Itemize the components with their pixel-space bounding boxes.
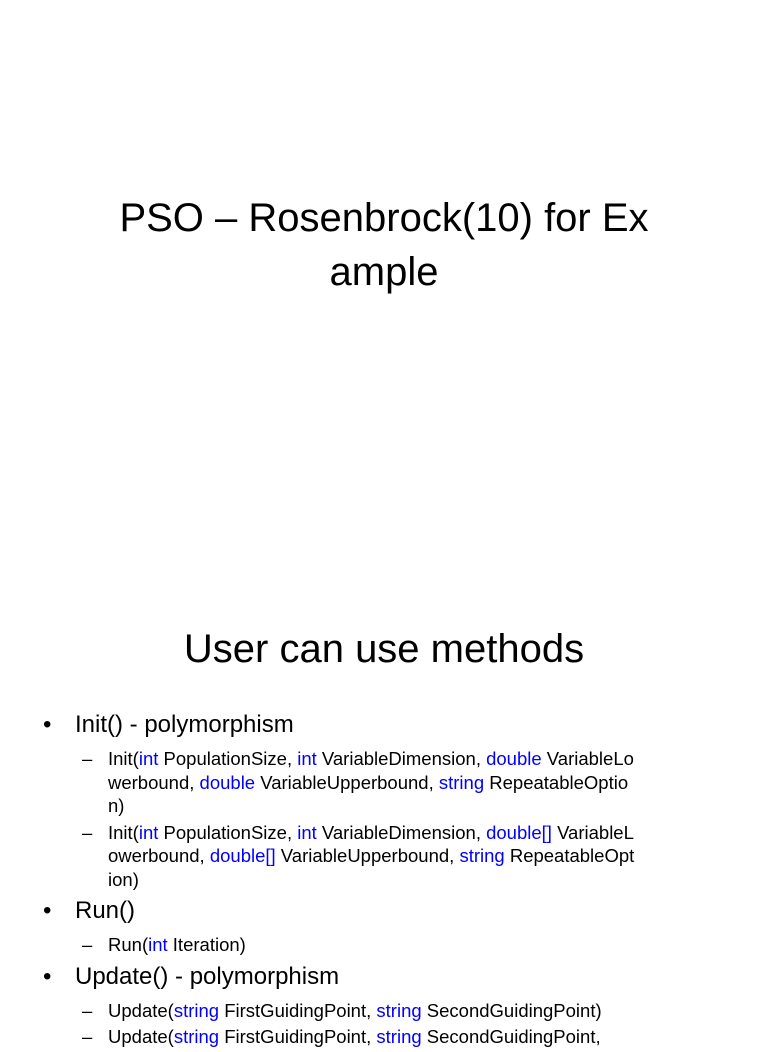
type-keyword: string <box>173 999 220 1021</box>
signature-text: Init( <box>108 821 139 843</box>
type-keyword: string <box>459 845 505 866</box>
type-keyword: int <box>138 821 159 843</box>
type-keyword: string <box>376 1026 422 1047</box>
signature-text: VariableLo <box>541 748 634 769</box>
method-signature <box>40 933 730 957</box>
signature-text: VariableDimension, <box>316 821 487 843</box>
signature-text: n) <box>108 795 125 816</box>
method-signature <box>40 821 730 892</box>
type-keyword: int <box>297 748 317 769</box>
type-keyword: double[] <box>486 821 552 843</box>
signature-text: PopulationSize, <box>158 821 298 843</box>
signature-text: SecondGuidingPoint, <box>421 1026 601 1047</box>
bullet-glyph: • <box>43 897 52 924</box>
type-keyword: string <box>173 1026 220 1047</box>
signature-text: ion) <box>108 868 139 890</box>
type-keyword: int <box>148 934 168 955</box>
type-keyword: int <box>138 748 159 769</box>
signature-text: Run( <box>108 934 149 955</box>
type-keyword: double <box>199 771 256 793</box>
signature-text: Update( <box>108 999 174 1021</box>
method-signature <box>40 999 730 1023</box>
dash-glyph: – <box>82 999 93 1021</box>
type-keyword: string <box>438 771 485 793</box>
bullet-glyph: • <box>43 711 52 738</box>
method-signature <box>40 747 730 818</box>
method-list <box>40 708 730 1052</box>
method-bullet-label: Update() - polymorphism <box>75 962 340 990</box>
method-bullet-label: Run() <box>75 897 136 924</box>
signature-text: werbound, <box>108 771 200 793</box>
slide-title-pso <box>0 191 768 299</box>
method-signature <box>40 1025 730 1049</box>
title-line-2: ample <box>329 250 439 294</box>
signature-text: VariableUpperbound, <box>275 845 460 866</box>
type-keyword: string <box>376 999 422 1021</box>
dash-glyph: – <box>82 1026 93 1047</box>
type-keyword: int <box>297 821 317 843</box>
type-keyword: double[] <box>209 845 276 866</box>
method-bullet-item <box>40 708 730 742</box>
method-bullet-label: Init() - polymorphism <box>75 711 294 738</box>
signature-text: FirstGuidingPoint, <box>219 999 377 1021</box>
signature-text: Init( <box>108 748 139 769</box>
signature-text: VariableL <box>551 821 634 843</box>
signature-text: FirstGuidingPoint, <box>219 1026 377 1047</box>
bullet-glyph: • <box>43 962 52 990</box>
signature-text: SecondGuidingPoint) <box>421 999 602 1021</box>
title-line-1: PSO – Rosenbrock(10) for Ex <box>119 196 649 240</box>
signature-text: VariableUpperbound, <box>255 771 439 793</box>
signature-text: VariableDimension, <box>316 748 487 769</box>
signature-text: Iteration) <box>167 934 246 955</box>
signature-text: owerbound, <box>108 845 210 866</box>
method-bullet-item <box>40 960 730 994</box>
dash-glyph: – <box>82 748 93 769</box>
signature-text: Update( <box>108 1026 174 1047</box>
type-keyword: double <box>486 748 542 769</box>
signature-text: RepeatableOpt <box>504 845 635 866</box>
signature-text: RepeatableOptio <box>484 771 629 793</box>
dash-glyph: – <box>82 821 93 843</box>
method-bullet-item <box>40 894 730 928</box>
slide-title-methods: User can use methods <box>183 627 585 671</box>
signature-text: PopulationSize, <box>158 748 298 769</box>
dash-glyph: – <box>82 934 93 955</box>
